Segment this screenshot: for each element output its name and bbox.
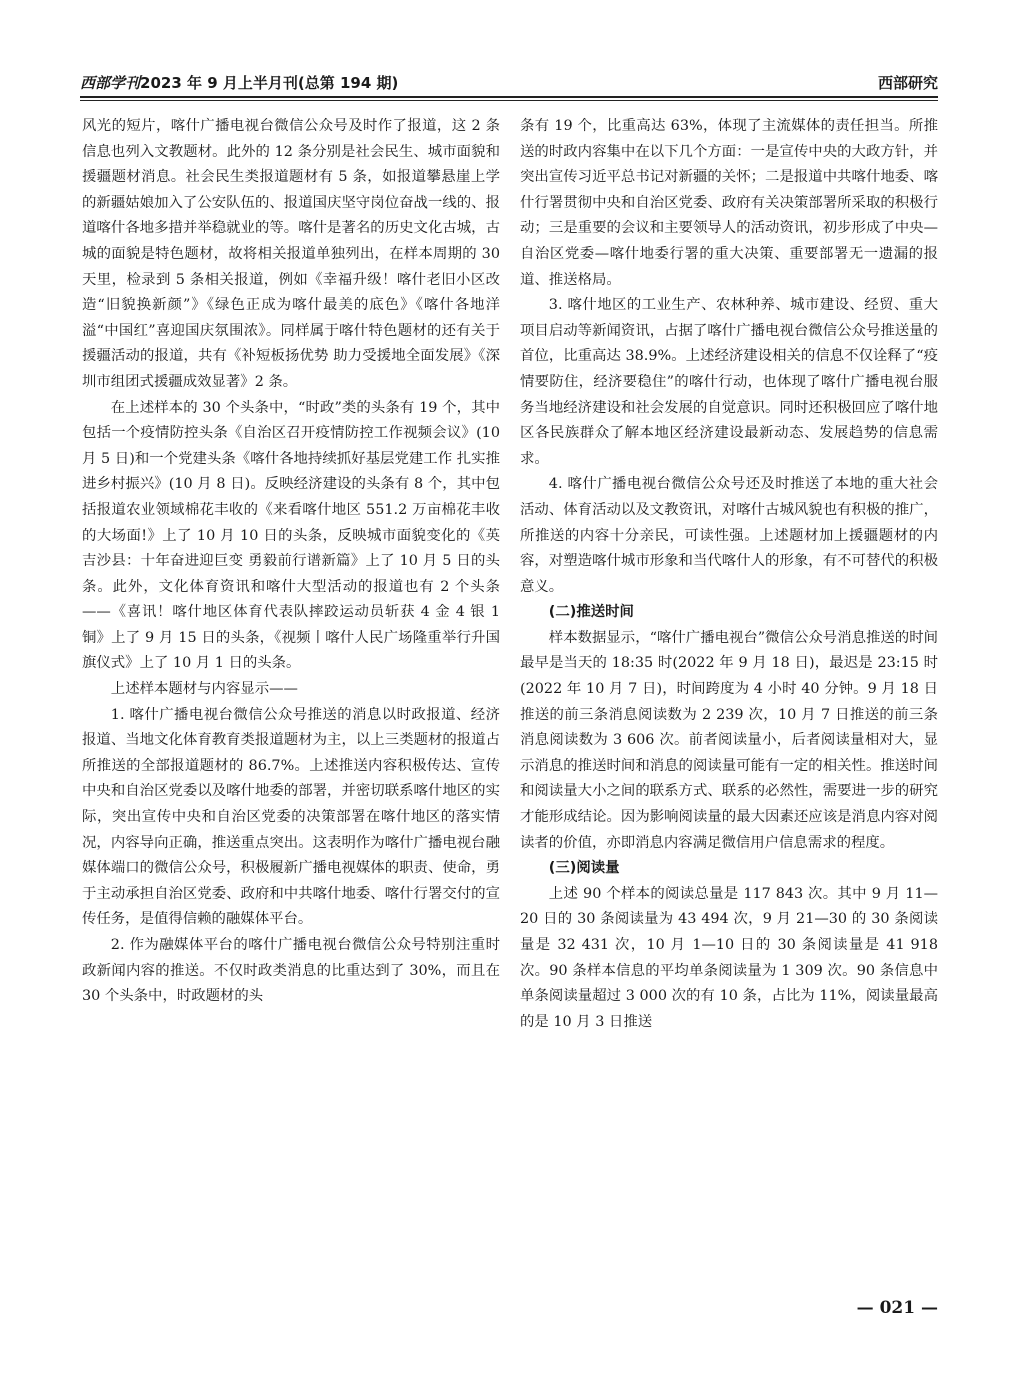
header-rule-thin: [80, 100, 938, 101]
paragraph: 1. 喀什广播电视台微信公众号推送的消息以时政报道、经济报道、当地文化体育教育类报道题材为主，以上三类题材的报道占所推送的全部报道题材的 86.7%。上述推送内容积极传达、宣传中央和自治区党委以及喀什地委的部署，并密切联系喀什地区的实际，突出宣传中央和自治区党委的决策部署在喀什地区的落实情况，内容导向正确，推送重点突出。这表明作为喀什广播电视台融媒体端口的微信公众号，积极履新广播电视媒体的职责、使命，勇于主动承担自治区党委、政府和中共喀什地委、喀什行署交付的宣传任务，是值得信赖的融媒体平台。: [82, 706, 500, 928]
running-header: [80, 66, 938, 96]
journal-logo: 西部学刊: [80, 74, 141, 92]
paragraph: 条有 19 个，比重高达 63%，体现了主流媒体的责任担当。所推送的时政内容集中在以下几个方面：一是宣传中央的大政方针，并突出宣传习近平总书记对新疆的关怀；二是报道中共喀什地委、喀什行署贯彻中央和自治区党委、政府有关决策部署所采取的积极行动；三是重要的会议和主要领导人的活动资讯，初步形成了中央—自治区党委—喀什地委行署的重大决策、重要部署无一遗漏的报道、推送格局。: [520, 118, 938, 288]
page-number: — 021 —: [856, 1298, 938, 1318]
paragraph: 2. 作为融媒体平台的喀什广播电视台微信公众号特别注重时政新闻内容的推送。不仅时政类消息的比重达到了 30%，而且在 30 个头条中，时政题材的头: [82, 937, 500, 1005]
paragraph: 样本数据显示，“喀什广播电视台”微信公众号消息推送的时间最早是当天的 18:35 时(2022 年 9 月 18 日)，最迟是 23:15 时(2022 年 10 月 7 日)，时间跨度为 4 小时 40 分钟。9 月 18 日推送的前三条消息阅读数为 2 239 次，10 月 7 日推送的前三条消息阅读数为 3 606 次。前者阅读量小，后者阅读量相对大，显示消息的推送时间和消息的阅读量可能有一定的相关性。推送时间和阅读量大小之间的联系方式、联系的必然性，需要进一步的研究才能形成结论。因为影响阅读量的最大因素还应该是消息内容对阅读者的价值，亦即消息内容满足微信用户信息需求的程度。: [520, 629, 938, 851]
journal-issue: 2023 年 9 月上半月刊(总第 194 期): [140, 74, 399, 92]
header-rule: [80, 96, 938, 98]
paragraph: 上述样本题材与内容显示——: [110, 681, 298, 698]
left-column: [82, 114, 500, 1010]
paragraph: 上述 90 个样本的阅读总量是 117 843 次。其中 9 月 11—20 日的 30 条阅读量为 43 494 次，9 月 21—30 的 30 条阅读量是 32 431 次，10 月 1—10 日的 30 条阅读量是 41 918 次。90 条样本信息的平均单条阅读量为 1 309 次。90 条信息中单条阅读量超过 3 000 次的有 10 条，占比为 11%，阅读量最高的是 10 月 3 日推送: [520, 885, 938, 1030]
section-title: 西部研究: [877, 74, 938, 92]
paragraph: 3. 喀什地区的工业生产、农林种养、城市建设、经贸、重大项目启动等新闻资讯，占据了喀什广播电视台微信公众号推送量的首位，比重高达 38.9%。上述经济建设相关的信息不仅诠释了“疫情要防住，经济要稳住”的喀什行动，也体现了喀什广播电视台服务当地经济建设和社会发展的自觉意识。同时还积极回应了喀什地区各民族群众了解本地区经济建设最新动态、发展趋势的信息需求。: [520, 297, 938, 467]
paragraph: 4. 喀什广播电视台微信公众号还及时推送了本地的重大社会活动、体育活动以及文教资讯，对喀什古城风貌也有积极的推广，所推送的内容十分亲民，可读性强。上述题材加上援疆题材的内容，对塑造喀什城市形象和当代喀什人的形象，有不可替代的积极意义。: [520, 476, 938, 595]
paragraph: 在上述样本的 30 个头条中，“时政”类的头条有 19 个，其中包括一个疫情防控头条《自治区召开疫情防控工作视频会议》(10 月 5 日)和一个党建头条《喀什各地持续抓好基层党建工作 扎实推进乡村振兴》(10 月 8 日)。反映经济建设的头条有 8 个，其中包括报道农业领域棉花丰收的《来看喀什地区 551.2 万亩棉花丰收的大场面!》上了 10 月 10 日的头条，反映城市面貌变化的《英吉沙县：十年奋进迎巨变 勇毅前行谱新篇》上了 10 月 5 日的头条。此外，文化体育资讯和喀什大型活动的报道也有 2 个头条——《喜讯！喀什地区体育代表队摔跤运动员斩获 4 金 4 银 1 铜》上了 9 月 15 日的头条，《视频丨喀什人民广场隆重举行升国旗仪式》上了 10 月 1 日的头条。: [82, 399, 500, 672]
journal-info: [80, 72, 398, 93]
section-heading-push-time: (二)推送时间: [548, 604, 634, 621]
right-column: [520, 114, 938, 1035]
paragraph: 风光的短片，喀什广播电视台微信公众号及时作了报道，这 2 条信息也列入文教题材。此外的 12 条分别是社会民生、城市面貌和援疆题材消息。社会民生类报道题材有 5 条，如报道攀悬崖上学的新疆姑娘加入了公安队伍的、报道国庆坚守岗位奋战一线的、报道喀什各地多措并举稳就业的等。喀什是著名的历史文化古城，古城的面貌是特色题材，故将相关报道单独列出，在样本周期的 30 天里，检录到 5 条相关报道，例如《幸福升级！喀什老旧小区改造“旧貌换新颜”》《绿色正成为喀什最美的底色》《喀什各地洋溢“中国红”喜迎国庆氛围浓》。同样属于喀什特色题材的还有关于援疆活动的报道，共有《补短板扬优势 助力受援地全面发展》《深圳市组团式援疆成效显著》2 条。: [82, 118, 500, 390]
section-heading-readership: (三)阅读量: [548, 860, 620, 877]
